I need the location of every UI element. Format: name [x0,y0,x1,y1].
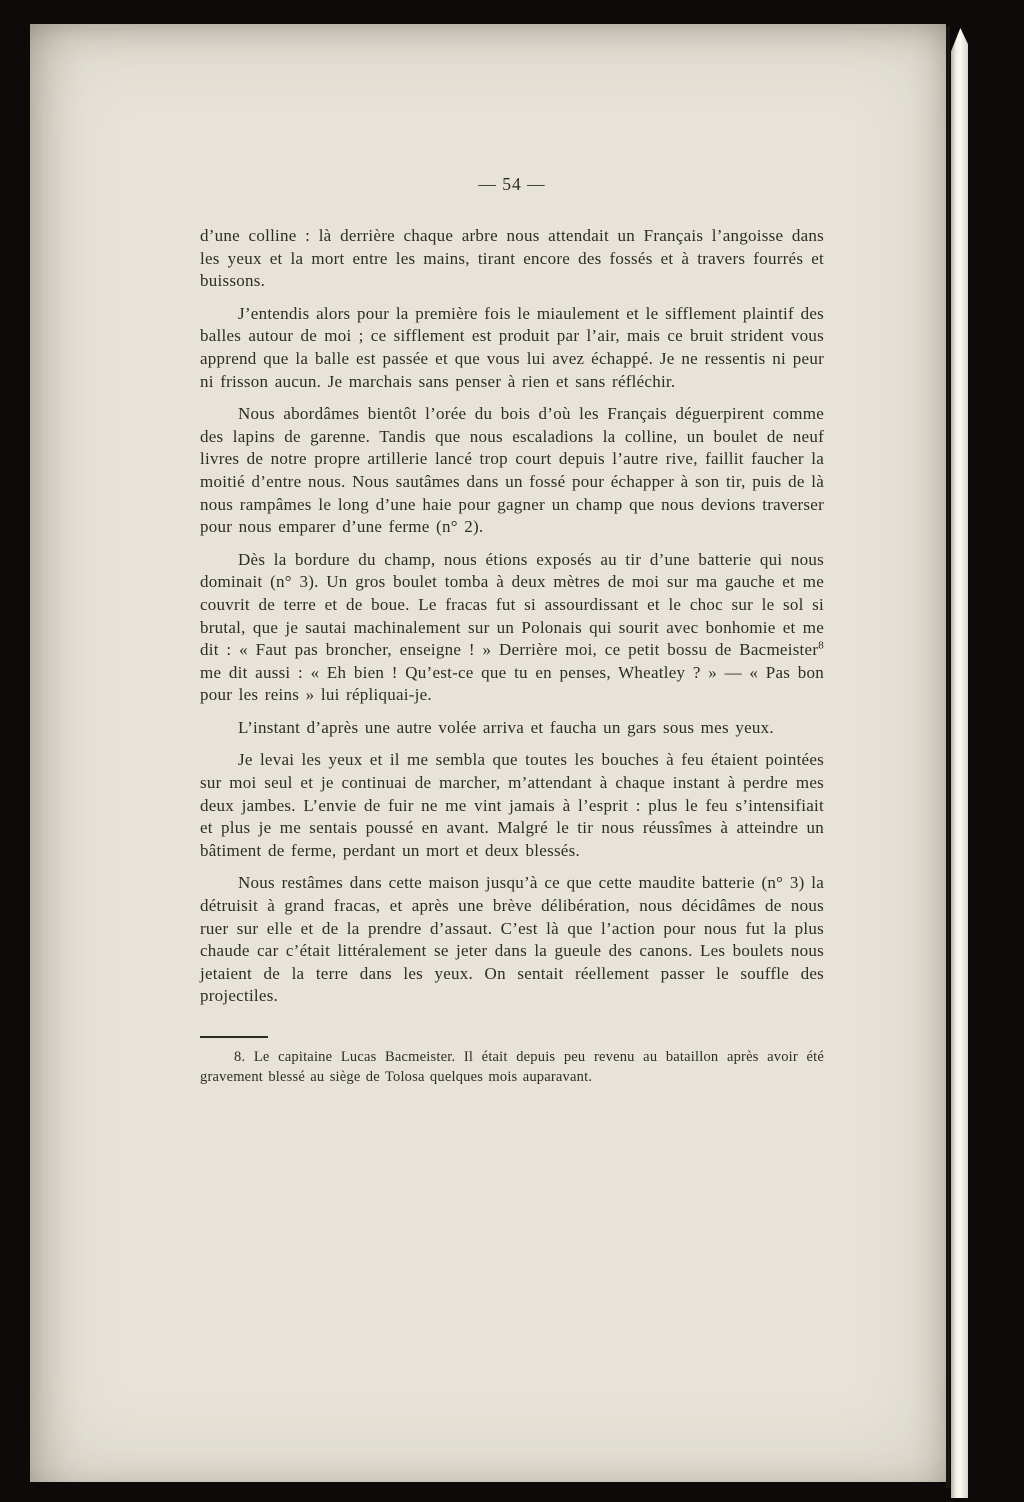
paragraph-text: J’entendis alors pour la première fois le miaulement et le sifflement plaintif des balles autour de moi ; ce sifflement est produit par l’air, mais ce bruit strident vous apprend que la balle est passée et que vous lui avez échappé. Je ne ressentis ni peur ni frisson aucun. Je marchais sans penser à rien et sans réfléchir. [200,303,824,391]
text-block [200,225,824,1008]
paragraph-text: Dès la bordure du champ, nous étions exposés au tir d’une batterie qui nous dominait (n° 3). Un gros boulet tomba à deux mètres de moi sur ma gauche et me couvrit de terre et de boue. Le fracas fut si assourdissant et le choc sur le sol si brutal, que je sautai machinalement sur un Polonais qui sourit avec bonhomie et me dit : « Faut pas broncher, enseigne ! » Derrière moi, ce petit bossu de Bacmeister [200,549,824,660]
paragraph-text: Nous abordâmes bientôt l’orée du bois d’où les Français déguerpirent comme des lapins de garenne. Tandis que nous escaladions la colline, un boulet de neuf livres de notre propre artillerie lancé trop court depuis l’autre rive, faillit faucher la moitié d’entre nous. Nous sautâmes dans un fossé pour échapper à son tir, puis de là nous rampâmes le long d’une haie pour gagner un champ que nous devions traverser pour nous emparer d’une ferme (n° 2). [200,404,824,537]
paragraph [200,717,824,740]
paragraph [200,549,824,707]
paragraph-text: Nous restâmes dans cette maison jusqu’à ce que cette maudite batterie (n° 3) la détruisit à grand fracas, et après une brève délibération, nous décidâmes de nous ruer sur elle et de la prendre d’assaut. C’est là que l’action pour nous fut la plus chaude car c’était littéralement se jeter dans la gueule des canons. Les boulets nous jetaient de la terre dans les yeux. On sentait réellement passer le souffle des projectiles. [200,873,824,1006]
page-edge-shadow [946,26,950,1488]
paragraph [200,403,824,539]
paragraph-text: L’instant d’après une autre volée arriva et faucha un gars sous mes yeux. [238,717,774,737]
footnote-reference: 8 [818,639,824,652]
page-number: — 54 — [478,174,546,194]
footnote-marker: 8. [234,1049,246,1065]
paragraph-text: Je levai les yeux et il me sembla que toutes les bouches à feu étaient pointées sur moi seul et je continuai de marcher, m’attendant à chaque instant à perdre mes deux jambes. L’envie de fuir ne me vint jamais à l’esprit : plus le feu s’intensifiait et plus je me sentais poussé en avant. Malgré le tir nous réussîmes à atteindre un bâtiment de ferme, perdant un mort et deux blessés. [200,750,824,860]
paragraph [200,749,824,862]
paragraph [200,303,824,393]
footnote-text [200,1048,824,1087]
page-edge [951,28,968,1498]
footnote [200,1036,824,1087]
paragraph-text: d’une colline : là derrière chaque arbre nous attendait un Français l’angoisse dans les yeux et la mort entre les mains, tirant encore des fossés et à travers fourrés et buissons. [200,226,824,291]
paragraph [200,872,824,1008]
footnote-rule [200,1036,268,1038]
paragraph [200,225,824,293]
book-page [30,24,946,1482]
page-content [200,174,824,1087]
paragraph-text: me dit aussi : « Eh bien ! Qu’est-ce que tu en penses, Wheatley ? » — « Pas bon pour les reins » lui répliquai-je. [200,662,824,705]
footnote-body: Le capitaine Lucas Bacmeister. Il était depuis peu revenu au bataillon après avoir été gravement blessé au siège de Tolosa quelques mois auparavant. [200,1049,824,1085]
